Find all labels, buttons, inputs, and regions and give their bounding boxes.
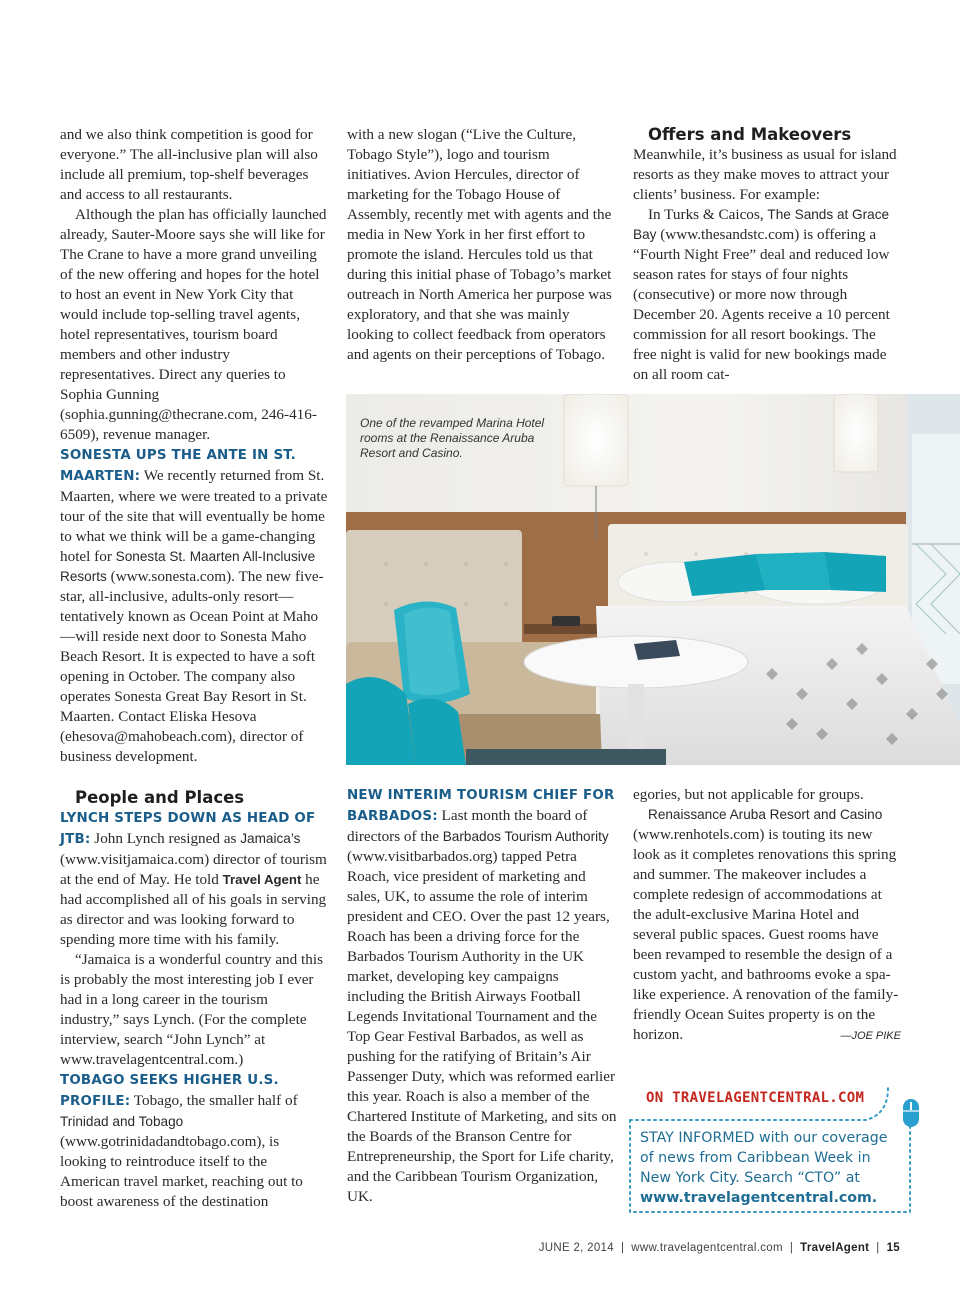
kicker-tobago: TOBAGO SEEKS HIGHER U.S. PROFILE:	[60, 1073, 279, 1109]
mouse-icon	[902, 1098, 920, 1128]
section-heading-offers: Offers and Makeovers	[648, 125, 852, 144]
sands-item: In Turks & Caicos, The Sands at Grace Bay (www.thesandstc.com) is offering a “Fourth Night Free” deal and reduced low season rates for stays of four nights (consecutive) or more now through December 20. Agents receive a 10 percent commission for all resort bookings. The free night is valid for new bookings made on all room cat-	[633, 206, 890, 383]
lynch-item: LYNCH STEPS DOWN AS HEAD OF JTB: John Lynch resigned as Jamaica’s (www.visitjamaica.com) director of tourism at the end of May. He told Travel Agent he had accomplished all of his goals in serving as director and was looking forward to spending more time with his family.	[60, 811, 327, 948]
kicker-sonesta: SONESTA UPS THE ANTE IN ST. MAARTEN:	[60, 448, 296, 484]
column-2-top	[347, 125, 617, 365]
promo-box	[626, 1084, 912, 1218]
kicker-barbados: NEW INTERIM TOURISM CHIEF FOR BARBADOS:	[347, 788, 615, 824]
column-3-top	[633, 125, 903, 385]
col3-continued: egories, but not applicable for groups.	[633, 786, 864, 803]
brand-sonesta: Sonesta St. Maarten All-Inclusive Resorts	[60, 549, 316, 584]
column-2-bottom	[347, 785, 617, 1207]
brand-trinidad-tobago: Trinidad and Tobago	[60, 1114, 184, 1129]
col1-paragraph-2: Although the plan has officially launched already, Sauter-Moore says she will like for The Crane to have a more grand unveiling of the new offering and hopes for the hotel to host an event in New York City that would include top-selling travel agents, hotel representatives, tourism board members and other industry representatives. Direct any queries to Sophia Gunning (sophia.gunning@thecrane.com, 246-416-6509), revenue manager.	[60, 206, 327, 443]
barbados-item: NEW INTERIM TOURISM CHIEF FOR BARBADOS: Last month the board of directors of the Barbados Tourism Authority (www.visitbarbados.org) tapped Petra Roach, vice president of marketing and sales, UK, to assume the role of interim president and CEO. Over the past 12 years, Roach has been a driving force for the Barbados Tourism Authority in the UK market, developing key campaigns including the British Airways Football Legends Invitational Tournament and the Top Gear Festival Barbados, as well as pushing for the ratifying of Britain’s Air Passenger Duty, which was reformed earlier this year. Roach is also a member of the Chartered Institute of Marketing, and sits on the Boards of the Branson Centre for Entrepreneurship, the Sport for Life charity, and the Caribbean Tourism Organization, UK.	[347, 788, 617, 1205]
tobago-item: TOBAGO SEEKS HIGHER U.S. PROFILE: Tobago, the smaller half of Trinidad and Tobago (www.gotrinidadandtobago.com), is looking to reintroduce itself to the American travel market, reaching out to boost awareness of the destination	[60, 1073, 303, 1210]
promo-body: STAY INFORMED with our coverage of news from Caribbean Week in New York City. Search “CTO” at www.travelagentcentral.com.	[640, 1130, 888, 1206]
page-footer: JUNE 2, 2014 | www.travelagentcentral.com | TravelAgent | 15	[538, 1242, 900, 1254]
column-3-bottom	[633, 785, 901, 1046]
hotel-room-photo	[346, 394, 960, 765]
photo-caption: One of the revamped Marina Hotel rooms at the Renaissance Aruba Resort and Casino.	[360, 416, 545, 460]
section-heading-people: People and Places	[75, 788, 245, 807]
lynch-quote: “Jamaica is a wonderful country and this is probably the most interesting job I ever had in a long career in the tourism industry,” says Lynch. (For the complete interview, search “John Lynch” at www.travelagentcentral.com.)	[60, 951, 323, 1068]
brand-travel-agent: Travel Agent	[222, 872, 302, 887]
byline: —JOE PIKE	[840, 1030, 901, 1042]
footer-site-link[interactable]: www.travelagentcentral.com	[631, 1242, 783, 1254]
issue-date: JUNE 2, 2014	[538, 1242, 614, 1254]
col1-paragraph-1: and we also think competition is good for everyone.” The all-inclusive plan will also include all premium, top-shelf beverages and access to all restaurants.	[60, 126, 318, 203]
footer-brand: TravelAgent	[800, 1242, 870, 1254]
promo-title: ON TRAVELAGENTCENTRAL.COM	[646, 1090, 865, 1106]
column-1	[60, 125, 328, 1212]
sonesta-item: SONESTA UPS THE ANTE IN ST. MAARTEN: We recently returned from St. Maarten, where we were treated to a private tour of the site that will eventually be home to what we think will be a game-changing hotel for Sonesta St. Maarten All-Inclusive Resorts (www.sonesta.com). The new five-star, all-inclusive, adults-only resort—tentatively known as Ocean Point at Maho—will reside next door to Sonesta Maho Beach Resort. It is expected to have a soft opening in October. The company also operates Sonesta Great Bay Resort in St. Maarten. Contact Eliska Hesova (ehesova@mahobeach.com), director of business development.	[60, 448, 328, 765]
brand-renaissance: Renaissance Aruba Resort and Casino	[648, 807, 883, 822]
brand-sands: The Sands at Grace Bay	[633, 207, 890, 242]
col3-paragraph-1: Meanwhile, it’s business as usual for island resorts as they make moves to attract your clients’ business. For example:	[633, 146, 897, 203]
promo-link[interactable]: www.travelagentcentral.com.	[640, 1190, 878, 1206]
brand-jamaica: Jamaica’s	[240, 831, 301, 846]
brand-barbados: Barbados Tourism Authority	[442, 829, 609, 844]
page-number: 15	[886, 1242, 900, 1254]
kicker-lynch: LYNCH STEPS DOWN AS HEAD OF JTB:	[60, 811, 316, 847]
col2-paragraph-1: with a new slogan (“Live the Culture, Tobago Style”), logo and tourism initiatives. Avion Hercules, director of marketing for the Tobago House of Assembly, recently met with agents and the media in New York in her first effort to promote the island. Hercules told us that during this initial phase of Tobago’s market outreach in North America her purpose was exploratory, and that she was mainly looking to collect feedback from operators and agents on their perceptions of Tobago.	[347, 126, 612, 363]
renaissance-item: Renaissance Aruba Resort and Casino (www.renhotels.com) is touting its new look as it completes renovations this spring and summer. The makeover includes a complete redesign of accommodations at the adult-exclusive Marina Hotel and several public spaces. Guest rooms have been revamped to resemble the design of a custom yacht, and bathrooms evoke a spa-like experience. A renovation of the family-friendly Ocean Suites property is on the horizon. —JOE PIKE	[633, 805, 901, 1045]
